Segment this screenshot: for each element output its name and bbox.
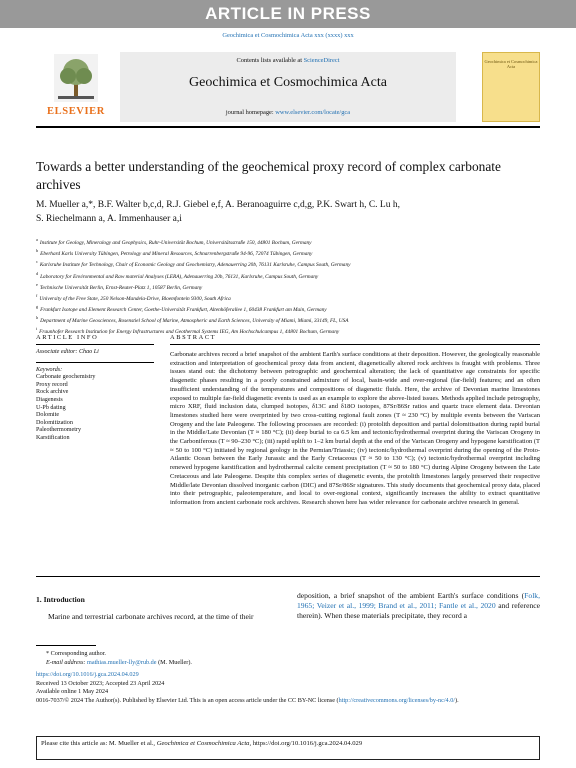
affiliation: $^d$Laboratory for Environmental and Raw material Analyses (LERA), Adenauerring 20b, 76131, Karlsruhe, Campus South, Germany <box>36 270 319 280</box>
license-line: 0016-7037/© 2024 The Author(s). Published by Elsevier Ltd. This is an open access article under the CC BY-NC license (http://creativecommons.org/licenses/by-nc/4.0/). <box>36 696 459 704</box>
footnotes <box>36 650 540 706</box>
citation-box: Please cite this article as: M. Mueller et al., Geochimica et Cosmochimica Acta, https://doi.org/10.1016/j.gca.2024.04.029 <box>36 736 540 760</box>
sciencedirect-link[interactable]: ScienceDirect <box>303 57 340 64</box>
keyword[interactable]: Diagenesis <box>36 396 63 403</box>
homepage-link[interactable]: www.elsevier.com/locate/gca <box>275 109 351 116</box>
affiliation: $^h$Department of Marine Geosciences, Rosenstiel School of Marine, Atmospheric and Earth Sciences, University of Miami, Miami, 33149, FL, USA <box>36 315 349 324</box>
affiliation: $^b$Eberhard Karls University Tübingen, Petrology and Mineral Resources, Schnarrenbergstraße 94-96, 72074 Tübingen, Germany <box>36 248 313 257</box>
publisher-name: ELSEVIER <box>47 106 105 117</box>
doi-link[interactable]: https://doi.org/10.1016/j.gca.2024.04.029 <box>36 671 139 679</box>
keyword[interactable]: Rock archive <box>36 389 69 396</box>
introduction-heading: 1. Introduction <box>36 595 85 604</box>
article-in-press-banner: ARTICLE IN PRESS <box>0 0 576 28</box>
affiliation: $^c$Karlsruhe Institute for Technology, Chair of Economic Geology and Geochemistry, Adenauerring 20b, 76131 Karlsruhe, Campus South, Germany <box>36 259 351 269</box>
info-divider <box>36 362 154 363</box>
abstract-text: Carbonate archives record a brief snapshot of the ambient Earth's surface conditions at their deposition. However, the geologically reasonable extraction and interpretation of geochemical proxy data from ancient, diagenetically altered rock archives is fraught with problems. Three issues stand out: the dichotomy between petrographic and geochemical alteration; the lack of quantitative age constraints for specific diagenetic phases resulting in a poorly constrained admixture of local, basin-wide and over-regional (far-field) features; and an often insufficient understanding of the temperatures and compositions of diagenetic fluids. Here, the archive of Devonian marine limestones exposed to multiple far-field diagenetic events is used as an example to explore the above-listed issues. Methods applied include petrography, micro XRF, fluid inclusion data, clumped isotopes, δ13C and δ18O isotopes, 87Sr/86Sr ratios and quartz trace element data. Devonian limestones studied here were overprinted by two cross-cutting regional fault zones (T ≈ 230 °C) by multiple events between the Variscan Orogeny and the late Paleogene. The following processes are recorded: (i) protolith deposition and partial dolomitisation during rapid burial in the Middle/Late Devonian (T ≈ 180 °C); (ii) deep burial to ca 6.5 km and tectonic/hydrothermal overprint during the Variscan Orogeny in the Carboniferous (T ≈ 90–230 °C); (iii) rapid uplift to 1–2 km burial depth at the end of the Variscan Orogeny and hypogene karstification (T ≈ 50 to 100 °C) initiated by regional geology in the Permian/Triassic; (iv) tectonic/hydrothermal overprint during the opening of the Proto-Atlantic Ocean between the Early Jurassic and the Early Cretaceous (T ≈ 50 to 130 °C); (v) tectonic/hydrothermal overprint including renewed hypogene karstification and hydrothermal calcite cement precipitation (T ≈ 50 to 180 °C) during Alpine Orogeny between the Late Cretaceous and late Paleogene. Despite this complex series of diagenetic events, the protolith limestones largely preserved their respective Middle/late Devonian dissolved inorganic carbon (DIC) and 87Sr/86Sr signatures. This study documents that geochemical proxy data, placed into their petrographic, paleotemperature, and local to over-regional context, significantly increases the ability to extract quantitative information from ancient carbonate rock archives. Research shown here has wider relevance for carbonate archive research in general. <box>170 351 540 506</box>
affiliation: $^i$Fraunhofer Research Institution for Energy Infrastructures and Geothermal Systems IEG, Am Hochschulcampus 1, 44801 Bochum, Germany <box>36 326 340 336</box>
abstract-rule <box>170 344 540 345</box>
author-line-1[interactable]: M. Mueller a,*, B.F. Walter b,c,d, R.J. Giebel e,f, A. Beranoaguirre c,d,g, P.K. Swart h, C. Lu h, <box>36 200 400 210</box>
keyword[interactable]: U-Pb dating <box>36 404 66 411</box>
keyword[interactable]: Paleothermometry <box>36 427 82 434</box>
keyword[interactable]: Carbonate geochemistry <box>36 374 96 381</box>
affiliation: $^e$Technische Universität Berlin, Ernst-Reuter-Platz 1, 10587 Berlin, Germany <box>36 281 203 291</box>
article-info <box>36 349 154 443</box>
footnote-rule <box>36 645 96 646</box>
email-link[interactable]: mathias.mueller-lly@rub.de <box>87 658 157 666</box>
received-dates: Received 13 October 2023; Accepted 23 April 2024 <box>36 679 165 687</box>
journal-reference[interactable]: Geochimica et Cosmochimica Acta xxx (xxxx) xxx <box>222 32 354 39</box>
article-info-heading: ARTICLE INFO <box>36 334 99 341</box>
email-line: E-mail address: mathias.mueller-lly@rub.de (M. Mueller). <box>46 658 192 666</box>
journal-banner <box>120 52 456 122</box>
available-online: Available online 1 May 2024 <box>36 688 109 696</box>
corresponding-author: * Corresponding author. <box>46 650 106 657</box>
affiliation: $^g$Frankfurt Isotope and Element Research Center, Goethe-Universität Frankfurt, Altenhöferallee 1, 60438 Frankfurt am Main, Germany <box>36 304 327 313</box>
affiliations <box>36 236 540 337</box>
journal-cover-thumbnail[interactable]: Geochimica et Cosmochimica Acta <box>482 52 540 122</box>
journal-header <box>36 52 540 122</box>
keyword[interactable]: Dolomitization <box>36 419 73 426</box>
reference-links[interactable]: Folk, 1965; Veizer et al., 1999; Brand et al., 2011; Fantle et al., 2020 <box>297 591 540 610</box>
abstract-end-rule <box>36 576 540 577</box>
author-line-2[interactable]: S. Riechelmann a, A. Immenhauser a,i <box>36 214 182 224</box>
keyword[interactable]: Dolomite <box>36 412 60 419</box>
keyword[interactable]: Proxy record <box>36 381 68 388</box>
introduction-left-column: Marine and terrestrial carbonate archives record, at the time of their <box>48 612 254 621</box>
journal-title: Geochimica et Cosmochimica Acta <box>189 75 387 90</box>
article-title: Towards a better understanding of the geochemical proxy record of complex carbonate archives <box>36 159 501 192</box>
contents-line: Contents lists available at ScienceDirect <box>236 57 340 64</box>
keyword[interactable]: Karstification <box>36 434 70 441</box>
tree-icon <box>54 54 98 102</box>
header-divider <box>36 126 540 128</box>
journal-homepage: journal homepage: www.elsevier.com/locate/gca <box>225 109 351 116</box>
affiliation: $^a$Institute for Geology, Mineralogy and Geophysics, Ruhr-Universität Bochum, Universitätsstraße 150, 44801 Bochum, Germany <box>36 237 312 246</box>
elsevier-logo[interactable] <box>36 52 116 122</box>
license-link[interactable]: http://creativecommons.org/licenses/by-nc/4.0/ <box>338 696 456 704</box>
associate-editor: Associate editor: Chao Li <box>36 349 99 355</box>
affiliation: $^f$University of the Free State, 250 Nelson-Mandela-Drive, Bloemfontein 9300, South Africa <box>36 292 231 302</box>
introduction-right-column: deposition, a brief snapshot of the ambient Earth's surface conditions (Folk, 1965; Veizer et al., 1999; Brand et al., 2011; Fantle et al., 2020 and reference therein). When these materials precipitate, they record a <box>297 591 540 620</box>
author-list <box>36 198 540 226</box>
abstract-heading: ABSTRACT <box>170 334 217 341</box>
article-info-rule <box>36 344 154 345</box>
keywords-label: Keywords: <box>36 366 63 373</box>
